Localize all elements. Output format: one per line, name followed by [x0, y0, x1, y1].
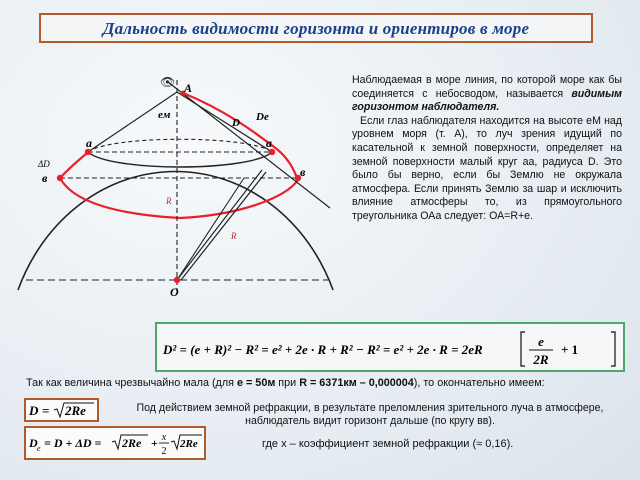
bracket-right: [611, 332, 615, 366]
simple-formula-radicand: 2Re: [65, 403, 86, 418]
refraction-radicand-1: 2Re: [122, 436, 142, 450]
simple-formula: [26, 400, 97, 420]
slide-title: Дальность видимости горизонта и ориентиров в море: [102, 19, 530, 38]
simple-formula-box: [24, 398, 99, 422]
label-O: O: [170, 285, 179, 299]
main-formula-box: [155, 322, 625, 372]
refraction-two: 2: [161, 446, 167, 457]
refraction-formula-box: [24, 426, 206, 460]
visible-horizon-term: видимым горизонтом наблюдателя.: [352, 87, 622, 114]
line-A-to-a-left: [88, 92, 177, 152]
visible-horizon-arc-left: [60, 152, 88, 178]
label-R2: R: [231, 231, 237, 241]
description-p1: Наблюдаемая в море линия, по которой море как бы соединяется с небосводом, называется: [352, 74, 622, 100]
simple-formula-D: D: [29, 403, 39, 418]
refraction-formula-sub-e: e: [37, 444, 41, 453]
main-formula-lhs: D² = (e + R)² − R² = e² + 2e · R + R² − R² = e² + 2e · R = 2eR: [163, 342, 483, 357]
horizon-diagram: [0, 50, 350, 330]
label-D: D: [232, 117, 240, 129]
eye-icon: 👁: [160, 75, 176, 89]
tangent-ray: [168, 82, 330, 208]
label-a-right: a: [266, 136, 272, 150]
note-part-1: Так как величина чрезвычайно мала (для: [26, 377, 237, 389]
note-r-value: R = 6371км – 0,000004: [299, 377, 414, 389]
approximation-note: [26, 377, 626, 389]
refraction-plus: +: [151, 436, 158, 450]
radius-line-1: [177, 170, 262, 280]
point-O: [174, 277, 180, 283]
label-v-left: в: [42, 171, 48, 185]
note-part-2: при: [275, 377, 300, 389]
radius-line-2: [181, 172, 266, 280]
label-a-left: a: [86, 136, 92, 150]
label-v-right: в: [300, 165, 306, 179]
label-eM: eм: [158, 109, 171, 121]
refraction-formula-mid: = D + ΔD =: [44, 436, 102, 450]
formula-tail: + 1: [561, 342, 579, 357]
bracket-left: [521, 332, 525, 366]
radius-line-3: [177, 178, 244, 280]
refraction-coefficient-note: где x – коэффициент земной рефракции (≈ 0,16).: [262, 438, 514, 450]
frac-numerator: e: [538, 334, 544, 349]
label-De: Dе: [256, 111, 269, 123]
refraction-formula: [26, 428, 204, 458]
refraction-text: Под действием земной рефракции, в результате преломления зрительного луча в атмосфере, наблюдатель видит горизонт дальше (по кругу вв).: [136, 402, 604, 427]
refraction-x: x: [161, 432, 167, 443]
point-v-left: [57, 175, 63, 181]
title-frame: [39, 13, 593, 43]
label-dD: ΔD: [38, 159, 50, 169]
label-A: A: [184, 81, 193, 95]
frac-denominator: 2R: [533, 352, 549, 367]
note-part-3: ), то окончательно имеем:: [413, 377, 545, 389]
earth-outline: [18, 172, 333, 290]
note-e-value: e = 50м: [237, 377, 276, 389]
circle-aa-front: [88, 152, 272, 167]
refraction-radicand-2: 2Re: [180, 438, 198, 450]
description-p2: Если глаз наблюдателя находится на высоте eM над уровнем моря (т. А), то луч зрения идущий по касательной к земной поверхности, определяет на земной поверхности малый круг аа, радиуса D. Это было бы верно, если бы Землю не окружала атмосфера. Если принять Землю за шар и исключить влияние атмосферы то, из прямоугольного треугольника ОАа следует: ОА=R+e.: [352, 114, 622, 222]
description-text: [352, 74, 622, 224]
main-formula: [157, 324, 623, 370]
simple-formula-eq: =: [42, 403, 50, 418]
refraction-formula-D: D: [29, 436, 38, 450]
label-R1: R: [166, 196, 172, 206]
